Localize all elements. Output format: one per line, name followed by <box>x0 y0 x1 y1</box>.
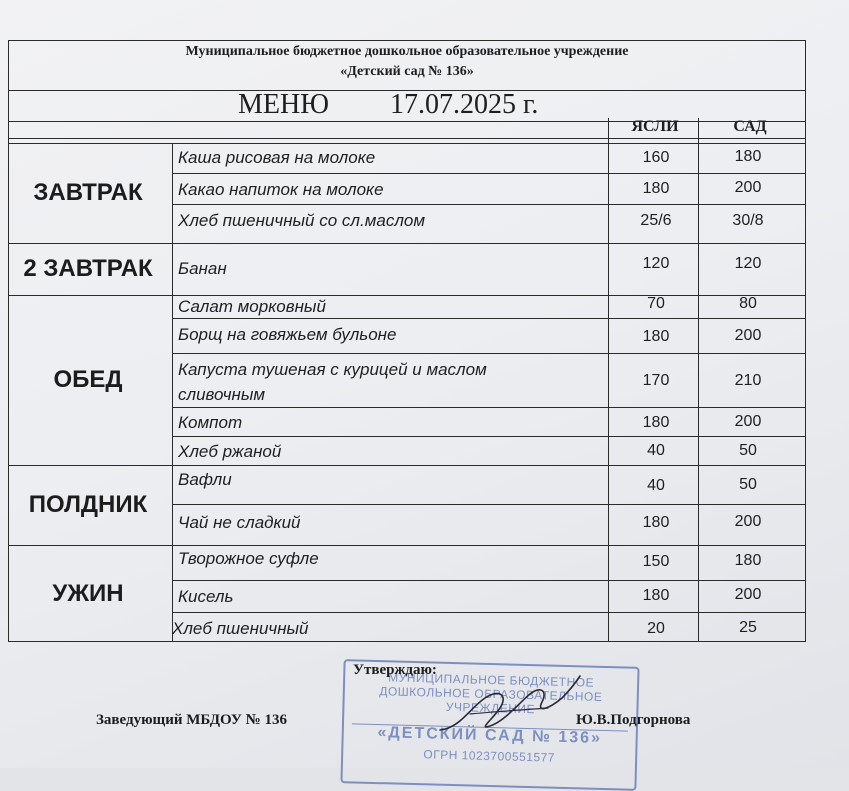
head-position: Заведующий МБДОУ № 136 <box>96 712 287 728</box>
portion-nursery: 120 <box>642 255 670 272</box>
portion-nursery: 70 <box>647 295 665 312</box>
dish-item: Каша рисовая на молоке <box>178 148 376 167</box>
stamp-line: ДОШКОЛЬНОЕ ОБРАЗОВАТЕЛЬНОЕ <box>379 684 603 704</box>
portion-nursery: 20 <box>647 620 665 637</box>
portion-nursery: 25/6 <box>640 212 672 229</box>
meal-second-breakfast: 2 ЗАВТРАК <box>23 255 153 282</box>
org-name-line2: «Детский сад № 136» <box>340 64 474 79</box>
portion-garden: 50 <box>739 476 757 493</box>
portion-nursery: 180 <box>642 414 670 431</box>
dish-item: Компот <box>178 413 243 432</box>
portion-garden: 200 <box>734 327 762 344</box>
portion-nursery: 160 <box>642 149 670 166</box>
portion-garden: 30/8 <box>732 212 764 229</box>
menu-date: 17.07.2025 г. <box>390 89 539 120</box>
dish-item: Хлеб пшеничный со сл.маслом <box>178 211 426 230</box>
portion-garden: 200 <box>734 586 762 603</box>
meal-snack: ПОЛДНИК <box>28 491 148 518</box>
column-header-garden: САД <box>733 118 767 135</box>
stamp-line: МУНИЦИПАЛЬНОЕ БЮДЖЕТНОЕ <box>388 670 595 690</box>
portion-nursery: 170 <box>642 372 670 389</box>
meal-breakfast: ЗАВТРАК <box>33 179 143 206</box>
dish-item: Капуста тушеная с курицей и маслом сливочным <box>178 360 487 404</box>
head-name: Ю.В.Подгорнова <box>576 712 691 728</box>
dish-item: Вафли <box>178 470 232 489</box>
portion-garden: 210 <box>734 372 762 389</box>
org-name-line1: Муниципальное бюджетное дошкольное образовательное учреждение <box>185 44 629 59</box>
stamp-line: УЧРЕЖДЕНИЕ <box>445 699 536 717</box>
portion-garden: 200 <box>734 413 762 430</box>
portion-nursery: 150 <box>642 553 670 570</box>
dish-item: Салат морковный <box>178 297 326 316</box>
portion-nursery: 180 <box>642 587 670 604</box>
approve-label: Утверждаю: <box>353 662 437 678</box>
dish-item: Чай не сладкий <box>178 513 301 532</box>
portion-nursery: 40 <box>647 477 665 494</box>
stamp-line: «ДЕТСКИЙ САД № 136» <box>377 724 603 747</box>
dish-item: Какао напиток на молоке <box>178 180 384 199</box>
portion-nursery: 40 <box>647 442 665 459</box>
meal-dinner: УЖИН <box>52 579 124 607</box>
portion-garden: 50 <box>739 442 757 459</box>
portion-nursery: 180 <box>642 180 670 197</box>
signature-icon <box>430 668 590 748</box>
portion-nursery: 180 <box>642 514 670 531</box>
dish-item: Банан <box>178 259 227 278</box>
dish-item: Хлеб ржаной <box>178 442 282 461</box>
menu-title: МЕНЮ <box>238 89 329 120</box>
portion-garden: 180 <box>734 552 762 569</box>
portion-garden: 200 <box>734 513 762 530</box>
portion-garden: 180 <box>734 148 762 165</box>
dish-item: Кисель <box>178 587 234 606</box>
dish-item: Борщ на говяжьем бульоне <box>178 325 397 344</box>
portion-garden: 25 <box>739 619 757 636</box>
meal-lunch: ОБЕД <box>53 366 123 393</box>
dish-item: Творожное суфле <box>178 549 319 568</box>
column-header-nursery: ЯСЛИ <box>631 118 679 135</box>
portion-garden: 80 <box>739 295 757 312</box>
portion-garden: 120 <box>734 255 762 272</box>
portion-garden: 200 <box>734 179 762 196</box>
stamp-line: ОГРН 1023700551577 <box>423 747 556 765</box>
portion-nursery: 180 <box>642 328 670 345</box>
dish-item: Хлеб пшеничный <box>172 619 309 638</box>
